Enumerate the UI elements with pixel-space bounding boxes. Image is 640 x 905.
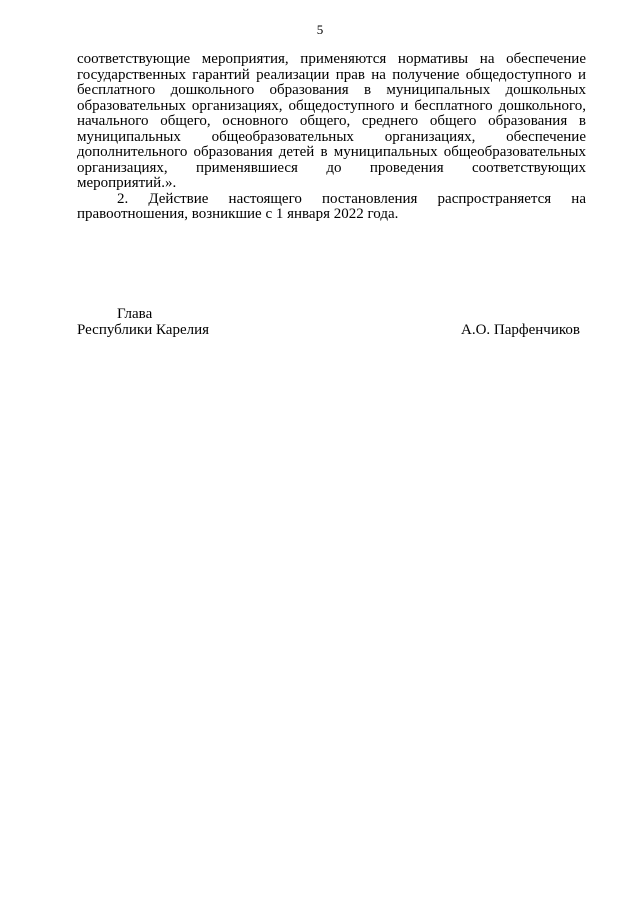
document-body — [77, 52, 586, 223]
signature-row — [77, 322, 586, 338]
paragraph-continuation: соответствующие мероприятия, применяются нормативы на обеспечение государственных гарантий реализации прав на получение общедоступного и бесплатного дошкольного образования в муниципальных дошкольных образовательных организациях, общедоступного и бесплатного дошкольного, начального общего, основного общего, среднего общего образования в муниципальных общеобразовательных организациях, обеспечение дополнительного образования детей в муниципальных общеобразовательных организациях, применявшиеся до проведения соответствующих мероприятий.». — [77, 51, 586, 191]
signature-block — [77, 306, 586, 338]
signatory-name: А.О. Парфенчиков — [461, 322, 580, 338]
signatory-title-line-2: Республики Карелия — [77, 322, 210, 338]
page-number: 5 — [316, 22, 324, 37]
signatory-title-line-1: Глава — [117, 306, 153, 322]
paragraph-item-2: 2. Действие настоящего постановления распространяется на правоотношения, возникшие с 1 января 2022 года. — [77, 190, 586, 222]
